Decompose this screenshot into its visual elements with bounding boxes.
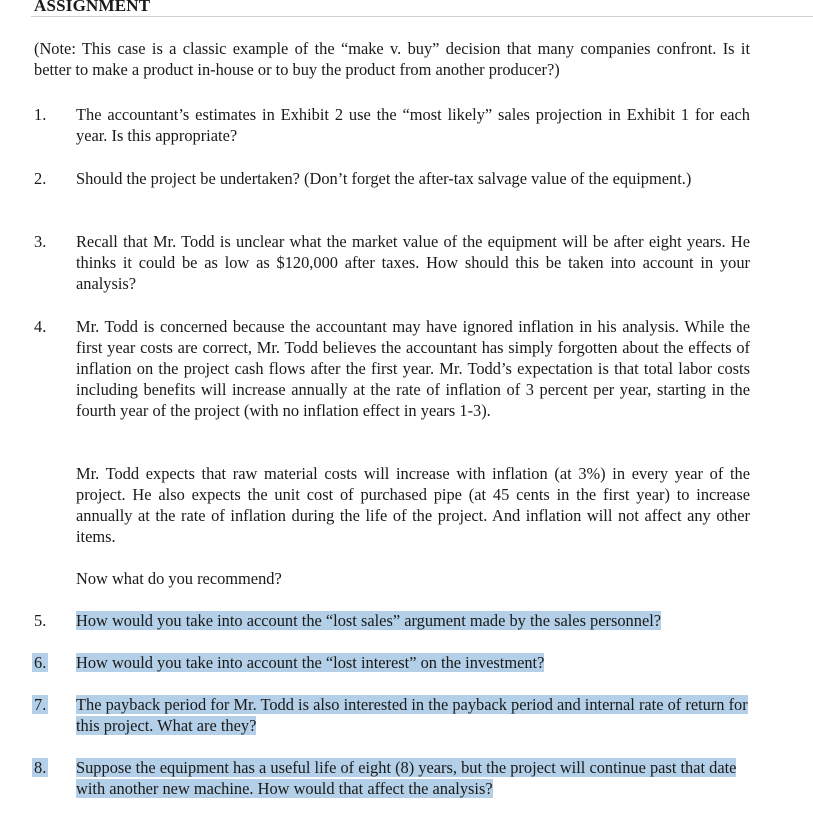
question-text: [76, 610, 750, 631]
question-number: 4.: [34, 317, 47, 336]
question-number: 1.: [34, 105, 47, 124]
question-text: The accountant’s estimates in Exhibit 2 use the “most likely” sales projection in Exhibit 1 for each year. Is this appropriate?: [76, 105, 750, 145]
highlighted-text: Suppose the equipment has a useful life of eight (8) years, but the project will continue past that date with another new machine. How would that affect the analysis?: [76, 758, 737, 798]
question-text: Mr. Todd is concerned because the accountant may have ignored inflation in his analysis. While the first year costs are correct, Mr. Todd believes the accountant has simply forgotten about the effects of inflation on the project cash flows after the first year. Mr. Todd’s expectation is that total labor costs including benefits will increase annually at the rate of inflation of 3 percent per year, starting in the fourth year of the project (with no inflation effect in years 1-3).: [76, 317, 750, 420]
question-text: Should the project be undertaken? (Don’t forget the after-tax salvage value of the equipment.): [76, 169, 692, 188]
question-text: [76, 652, 750, 673]
note-paragraph: (Note: This case is a classic example of the “make v. buy” decision that many companies confront. Is it better to make a product in-house or to buy the product from another producer?): [34, 39, 750, 79]
heading-divider: [31, 16, 813, 17]
question-text: [76, 757, 750, 799]
highlighted-text: How would you take into account the “lost interest” on the investment?: [76, 653, 545, 672]
question-number: 3.: [34, 232, 47, 251]
highlighted-number: 7.: [34, 695, 47, 714]
question-number: [34, 652, 56, 673]
question-text: [76, 694, 750, 736]
question-text: Recall that Mr. Todd is unclear what the market value of the equipment will be after eight years. He thinks it could be as low as $120,000 after taxes. How should this be taken into account in your analysis?: [76, 232, 750, 293]
assignment-heading: ASSIGNMENT: [34, 0, 151, 15]
question-number: [34, 694, 56, 715]
question-number: 5.: [34, 611, 47, 630]
highlighted-text: How would you take into account the “lost sales” argument made by the sales personnel?: [76, 611, 662, 630]
question-text: Now what do you recommend?: [76, 569, 282, 588]
question-number: [34, 757, 56, 778]
highlighted-number: 6.: [34, 653, 47, 672]
highlighted-text: The payback period for Mr. Todd is also interested in the payback period and internal rate of return for this project. What are they?: [76, 695, 748, 735]
question-text: Mr. Todd expects that raw material costs will increase with inflation (at 3%) in every year of the project. He also expects the unit cost of purchased pipe (at 45 cents in the first year) to increase annually at the rate of inflation during the life of the project. And inflation will not affect any other items.: [76, 464, 750, 546]
question-number: 2.: [34, 169, 47, 188]
highlighted-number: 8.: [34, 758, 47, 777]
